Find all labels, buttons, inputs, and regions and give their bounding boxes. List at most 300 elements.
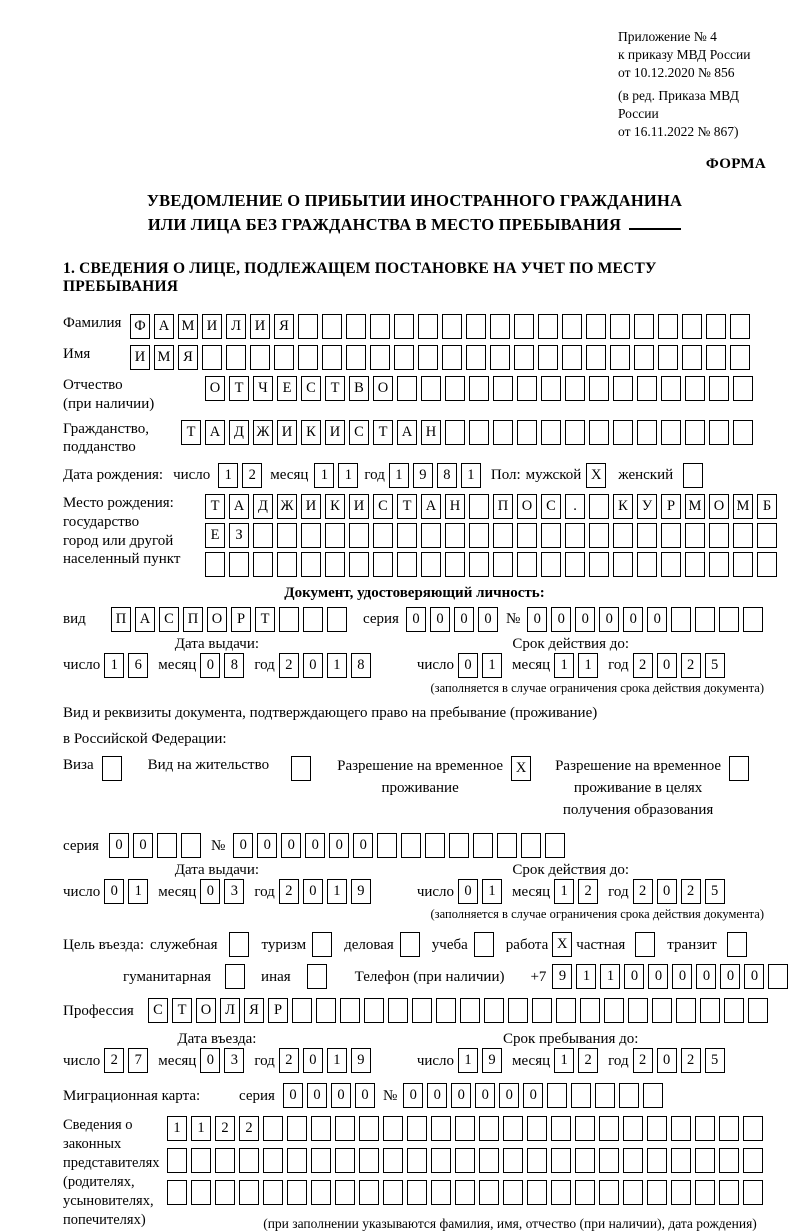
form-cell[interactable] [455, 1116, 475, 1141]
form-cell[interactable] [637, 552, 657, 577]
form-cell[interactable] [493, 523, 513, 548]
purpose-transit-checkbox[interactable] [727, 932, 747, 957]
form-cell[interactable]: 2 [681, 1048, 701, 1073]
form-cell[interactable]: С [373, 494, 393, 519]
form-cell[interactable] [623, 1116, 643, 1141]
form-cell[interactable]: 0 [200, 1048, 220, 1073]
form-cell[interactable]: 5 [705, 879, 725, 904]
purpose-private-checkbox[interactable] [635, 932, 655, 957]
form-cell[interactable] [589, 523, 609, 548]
form-cell[interactable] [571, 1083, 591, 1108]
form-cell[interactable]: 0 [200, 879, 220, 904]
form-cell[interactable] [359, 1148, 379, 1173]
form-cell[interactable] [407, 1116, 427, 1141]
form-cell[interactable] [445, 376, 465, 401]
form-cell[interactable] [455, 1148, 475, 1173]
form-cell[interactable] [274, 345, 294, 370]
form-cell[interactable]: 0 [353, 833, 373, 858]
form-cell[interactable]: 1 [191, 1116, 211, 1141]
form-cell[interactable]: 0 [551, 607, 571, 632]
form-cell[interactable] [538, 345, 558, 370]
form-cell[interactable] [277, 552, 297, 577]
form-cell[interactable]: О [205, 376, 225, 401]
form-cell[interactable] [565, 376, 585, 401]
form-cell[interactable] [613, 376, 633, 401]
form-cell[interactable] [730, 314, 750, 339]
form-cell[interactable] [473, 833, 493, 858]
form-cell[interactable] [490, 314, 510, 339]
form-cell[interactable] [421, 552, 441, 577]
form-cell[interactable] [743, 1180, 763, 1205]
form-cell[interactable]: Т [181, 420, 201, 445]
form-cell[interactable]: Л [226, 314, 246, 339]
form-cell[interactable]: М [685, 494, 705, 519]
form-cell[interactable] [743, 1116, 763, 1141]
form-cell[interactable]: 8 [437, 463, 457, 488]
form-cell[interactable] [322, 314, 342, 339]
form-cell[interactable] [346, 314, 366, 339]
form-cell[interactable] [301, 552, 321, 577]
form-cell[interactable]: Д [229, 420, 249, 445]
form-cell[interactable]: 2 [239, 1116, 259, 1141]
form-cell[interactable]: 1 [314, 463, 334, 488]
form-cell[interactable]: 0 [523, 1083, 543, 1108]
form-cell[interactable]: 0 [451, 1083, 471, 1108]
form-cell[interactable]: К [613, 494, 633, 519]
form-cell[interactable] [613, 420, 633, 445]
form-cell[interactable] [613, 523, 633, 548]
form-cell[interactable] [517, 376, 537, 401]
form-cell[interactable] [431, 1148, 451, 1173]
form-cell[interactable] [373, 523, 393, 548]
form-cell[interactable]: 0 [403, 1083, 423, 1108]
form-cell[interactable] [497, 833, 517, 858]
form-cell[interactable] [263, 1116, 283, 1141]
form-cell[interactable] [167, 1148, 187, 1173]
form-cell[interactable]: 2 [633, 653, 653, 678]
form-cell[interactable] [610, 314, 630, 339]
form-cell[interactable]: 0 [104, 879, 124, 904]
form-cell[interactable]: 0 [599, 607, 619, 632]
sex-male-checkbox[interactable]: X [586, 463, 606, 488]
form-cell[interactable]: О [709, 494, 729, 519]
form-cell[interactable] [394, 314, 414, 339]
form-cell[interactable]: 0 [430, 607, 450, 632]
form-cell[interactable] [205, 552, 225, 577]
temp-edu-permit-checkbox[interactable] [729, 756, 749, 781]
form-cell[interactable] [370, 314, 390, 339]
form-cell[interactable]: Д [253, 494, 273, 519]
form-cell[interactable] [469, 420, 489, 445]
form-cell[interactable]: 0 [696, 964, 716, 989]
form-cell[interactable]: И [301, 494, 321, 519]
form-cell[interactable] [490, 345, 510, 370]
form-cell[interactable] [733, 420, 753, 445]
form-cell[interactable]: Н [445, 494, 465, 519]
form-cell[interactable]: 2 [633, 1048, 653, 1073]
form-cell[interactable] [503, 1180, 523, 1205]
purpose-official-checkbox[interactable] [229, 932, 249, 957]
sex-female-checkbox[interactable] [683, 463, 703, 488]
form-cell[interactable]: 0 [307, 1083, 327, 1108]
form-cell[interactable] [634, 345, 654, 370]
form-cell[interactable]: 8 [351, 653, 371, 678]
form-cell[interactable] [442, 314, 462, 339]
form-cell[interactable]: У [637, 494, 657, 519]
form-cell[interactable]: 2 [681, 879, 701, 904]
form-cell[interactable] [647, 1180, 667, 1205]
form-cell[interactable]: 1 [554, 879, 574, 904]
form-cell[interactable]: 0 [478, 607, 498, 632]
temp-permit-checkbox[interactable]: X [511, 756, 531, 781]
form-cell[interactable] [695, 1180, 715, 1205]
form-cell[interactable] [748, 998, 768, 1023]
form-cell[interactable] [599, 1180, 619, 1205]
form-cell[interactable]: 0 [303, 1048, 323, 1073]
form-cell[interactable]: К [301, 420, 321, 445]
form-cell[interactable]: 1 [482, 653, 502, 678]
form-cell[interactable] [637, 376, 657, 401]
form-cell[interactable]: 2 [279, 879, 299, 904]
form-cell[interactable]: О [517, 494, 537, 519]
form-cell[interactable]: 0 [657, 1048, 677, 1073]
form-cell[interactable]: 1 [461, 463, 481, 488]
form-cell[interactable]: 1 [389, 463, 409, 488]
form-cell[interactable] [709, 420, 729, 445]
form-cell[interactable] [575, 1116, 595, 1141]
form-cell[interactable] [545, 833, 565, 858]
form-cell[interactable]: Б [757, 494, 777, 519]
form-cell[interactable]: 0 [744, 964, 764, 989]
form-cell[interactable] [589, 376, 609, 401]
form-cell[interactable]: П [493, 494, 513, 519]
form-cell[interactable] [442, 345, 462, 370]
form-cell[interactable] [757, 523, 777, 548]
form-cell[interactable] [316, 998, 336, 1023]
form-cell[interactable]: 1 [128, 879, 148, 904]
form-cell[interactable]: О [196, 998, 216, 1023]
form-cell[interactable]: 9 [552, 964, 572, 989]
form-cell[interactable] [335, 1180, 355, 1205]
form-cell[interactable]: 1 [578, 653, 598, 678]
purpose-tourism-checkbox[interactable] [312, 932, 332, 957]
form-cell[interactable] [503, 1148, 523, 1173]
form-cell[interactable]: 0 [672, 964, 692, 989]
form-cell[interactable]: 0 [303, 879, 323, 904]
form-cell[interactable]: О [373, 376, 393, 401]
form-cell[interactable] [551, 1180, 571, 1205]
form-cell[interactable]: А [229, 494, 249, 519]
form-cell[interactable] [479, 1148, 499, 1173]
form-cell[interactable] [706, 345, 726, 370]
form-cell[interactable] [407, 1148, 427, 1173]
form-cell[interactable]: 0 [283, 1083, 303, 1108]
form-cell[interactable] [263, 1180, 283, 1205]
form-cell[interactable] [541, 376, 561, 401]
form-cell[interactable]: Я [244, 998, 264, 1023]
form-cell[interactable]: 1 [167, 1116, 187, 1141]
form-cell[interactable] [349, 523, 369, 548]
form-cell[interactable]: М [154, 345, 174, 370]
form-cell[interactable]: П [183, 607, 203, 632]
form-cell[interactable] [562, 345, 582, 370]
form-cell[interactable]: 0 [527, 607, 547, 632]
form-cell[interactable] [325, 552, 345, 577]
form-cell[interactable] [436, 998, 456, 1023]
form-cell[interactable]: 0 [624, 964, 644, 989]
form-cell[interactable]: 0 [427, 1083, 447, 1108]
form-cell[interactable] [551, 1148, 571, 1173]
form-cell[interactable] [449, 833, 469, 858]
form-cell[interactable]: К [325, 494, 345, 519]
form-cell[interactable] [695, 607, 715, 632]
form-cell[interactable]: 0 [281, 833, 301, 858]
form-cell[interactable]: 0 [623, 607, 643, 632]
form-cell[interactable]: И [325, 420, 345, 445]
form-cell[interactable] [287, 1148, 307, 1173]
form-cell[interactable] [532, 998, 552, 1023]
form-cell[interactable]: Ч [253, 376, 273, 401]
form-cell[interactable] [469, 523, 489, 548]
form-cell[interactable] [418, 314, 438, 339]
form-cell[interactable]: 3 [224, 1048, 244, 1073]
form-cell[interactable] [445, 420, 465, 445]
form-cell[interactable] [768, 964, 788, 989]
form-cell[interactable] [652, 998, 672, 1023]
form-cell[interactable]: 0 [200, 653, 220, 678]
form-cell[interactable]: М [178, 314, 198, 339]
form-cell[interactable]: С [301, 376, 321, 401]
form-cell[interactable] [412, 998, 432, 1023]
form-cell[interactable]: Н [421, 420, 441, 445]
form-cell[interactable]: 1 [554, 1048, 574, 1073]
form-cell[interactable] [586, 314, 606, 339]
form-cell[interactable]: 0 [109, 833, 129, 858]
form-cell[interactable]: 1 [482, 879, 502, 904]
form-cell[interactable] [484, 998, 504, 1023]
form-cell[interactable] [215, 1148, 235, 1173]
form-cell[interactable] [191, 1180, 211, 1205]
form-cell[interactable]: . [565, 494, 585, 519]
form-cell[interactable] [757, 552, 777, 577]
form-cell[interactable]: 2 [104, 1048, 124, 1073]
form-cell[interactable]: 2 [578, 879, 598, 904]
form-cell[interactable]: В [349, 376, 369, 401]
form-cell[interactable]: 0 [647, 607, 667, 632]
form-cell[interactable]: Т [397, 494, 417, 519]
form-cell[interactable] [547, 1083, 567, 1108]
form-cell[interactable] [628, 998, 648, 1023]
form-cell[interactable] [346, 345, 366, 370]
form-cell[interactable] [394, 345, 414, 370]
form-cell[interactable] [619, 1083, 639, 1108]
form-cell[interactable] [541, 420, 561, 445]
form-cell[interactable] [514, 314, 534, 339]
form-cell[interactable] [298, 345, 318, 370]
form-cell[interactable] [325, 523, 345, 548]
form-cell[interactable] [311, 1116, 331, 1141]
form-cell[interactable] [743, 607, 763, 632]
form-cell[interactable]: 0 [406, 607, 426, 632]
form-cell[interactable] [383, 1180, 403, 1205]
form-cell[interactable] [508, 998, 528, 1023]
form-cell[interactable] [586, 345, 606, 370]
form-cell[interactable]: 9 [413, 463, 433, 488]
form-cell[interactable] [377, 833, 397, 858]
form-cell[interactable]: 0 [458, 653, 478, 678]
form-cell[interactable]: 0 [458, 879, 478, 904]
form-cell[interactable]: 2 [279, 653, 299, 678]
form-cell[interactable] [335, 1148, 355, 1173]
residence-permit-checkbox[interactable] [291, 756, 311, 781]
form-cell[interactable]: 0 [575, 607, 595, 632]
form-cell[interactable] [311, 1180, 331, 1205]
form-cell[interactable]: З [229, 523, 249, 548]
form-cell[interactable]: 0 [233, 833, 253, 858]
form-cell[interactable] [595, 1083, 615, 1108]
form-cell[interactable] [455, 1180, 475, 1205]
form-cell[interactable]: Я [178, 345, 198, 370]
form-cell[interactable]: 1 [576, 964, 596, 989]
form-cell[interactable] [445, 523, 465, 548]
form-cell[interactable] [634, 314, 654, 339]
form-cell[interactable]: Р [661, 494, 681, 519]
form-cell[interactable] [383, 1148, 403, 1173]
form-cell[interactable]: Р [231, 607, 251, 632]
form-cell[interactable] [589, 494, 609, 519]
form-cell[interactable]: 1 [554, 653, 574, 678]
form-cell[interactable] [425, 833, 445, 858]
form-cell[interactable]: Т [373, 420, 393, 445]
form-cell[interactable]: 2 [578, 1048, 598, 1073]
purpose-work-checkbox[interactable]: X [552, 932, 572, 957]
purpose-humanitarian-checkbox[interactable] [225, 964, 245, 989]
form-cell[interactable] [599, 1116, 619, 1141]
form-cell[interactable]: Ж [253, 420, 273, 445]
form-cell[interactable]: Т [229, 376, 249, 401]
form-cell[interactable] [695, 1148, 715, 1173]
form-cell[interactable] [181, 833, 201, 858]
form-cell[interactable]: Ж [277, 494, 297, 519]
form-cell[interactable] [661, 523, 681, 548]
purpose-business-checkbox[interactable] [400, 932, 420, 957]
form-cell[interactable] [637, 420, 657, 445]
form-cell[interactable]: П [111, 607, 131, 632]
form-cell[interactable]: И [277, 420, 297, 445]
form-cell[interactable] [527, 1148, 547, 1173]
form-cell[interactable]: 0 [648, 964, 668, 989]
form-cell[interactable] [610, 345, 630, 370]
form-cell[interactable] [359, 1116, 379, 1141]
form-cell[interactable] [695, 1116, 715, 1141]
form-cell[interactable] [580, 998, 600, 1023]
form-cell[interactable] [658, 314, 678, 339]
form-cell[interactable]: 2 [279, 1048, 299, 1073]
form-cell[interactable]: 0 [331, 1083, 351, 1108]
form-cell[interactable] [709, 552, 729, 577]
form-cell[interactable] [562, 314, 582, 339]
form-cell[interactable]: 1 [104, 653, 124, 678]
form-cell[interactable]: 5 [705, 653, 725, 678]
form-cell[interactable] [575, 1148, 595, 1173]
form-cell[interactable]: 2 [633, 879, 653, 904]
form-cell[interactable]: Ф [130, 314, 150, 339]
form-cell[interactable] [709, 376, 729, 401]
form-cell[interactable]: 0 [720, 964, 740, 989]
form-cell[interactable]: И [202, 314, 222, 339]
form-cell[interactable] [514, 345, 534, 370]
form-cell[interactable] [700, 998, 720, 1023]
form-cell[interactable] [589, 552, 609, 577]
form-cell[interactable] [503, 1116, 523, 1141]
form-cell[interactable]: О [207, 607, 227, 632]
form-cell[interactable] [719, 607, 739, 632]
form-cell[interactable] [517, 420, 537, 445]
form-cell[interactable] [647, 1148, 667, 1173]
form-cell[interactable]: 0 [305, 833, 325, 858]
form-cell[interactable] [719, 1148, 739, 1173]
form-cell[interactable] [623, 1148, 643, 1173]
form-cell[interactable] [335, 1116, 355, 1141]
form-cell[interactable] [340, 998, 360, 1023]
form-cell[interactable] [445, 552, 465, 577]
form-cell[interactable]: С [159, 607, 179, 632]
form-cell[interactable]: А [397, 420, 417, 445]
form-cell[interactable] [397, 376, 417, 401]
form-cell[interactable] [349, 552, 369, 577]
form-cell[interactable] [229, 552, 249, 577]
form-cell[interactable] [421, 376, 441, 401]
form-cell[interactable]: 9 [351, 1048, 371, 1073]
form-cell[interactable] [556, 998, 576, 1023]
form-cell[interactable] [733, 523, 753, 548]
form-cell[interactable] [724, 998, 744, 1023]
form-cell[interactable] [541, 523, 561, 548]
form-cell[interactable] [397, 552, 417, 577]
form-cell[interactable] [671, 1180, 691, 1205]
form-cell[interactable]: 8 [224, 653, 244, 678]
form-cell[interactable] [517, 552, 537, 577]
form-cell[interactable]: А [135, 607, 155, 632]
form-cell[interactable]: 2 [242, 463, 262, 488]
form-cell[interactable] [460, 998, 480, 1023]
form-cell[interactable] [287, 1180, 307, 1205]
form-cell[interactable]: 0 [454, 607, 474, 632]
form-cell[interactable] [733, 376, 753, 401]
form-cell[interactable] [551, 1116, 571, 1141]
form-cell[interactable]: Т [172, 998, 192, 1023]
form-cell[interactable] [658, 345, 678, 370]
form-cell[interactable]: Т [325, 376, 345, 401]
form-cell[interactable] [517, 523, 537, 548]
form-cell[interactable] [493, 420, 513, 445]
form-cell[interactable] [661, 376, 681, 401]
form-cell[interactable] [401, 833, 421, 858]
form-cell[interactable] [466, 314, 486, 339]
form-cell[interactable] [493, 552, 513, 577]
form-cell[interactable] [733, 552, 753, 577]
form-cell[interactable] [527, 1116, 547, 1141]
purpose-study-checkbox[interactable] [474, 932, 494, 957]
form-cell[interactable] [521, 833, 541, 858]
form-cell[interactable] [263, 1148, 283, 1173]
form-cell[interactable] [604, 998, 624, 1023]
form-cell[interactable] [239, 1180, 259, 1205]
form-cell[interactable] [599, 1148, 619, 1173]
form-cell[interactable]: 3 [224, 879, 244, 904]
form-cell[interactable] [479, 1116, 499, 1141]
form-cell[interactable]: С [148, 998, 168, 1023]
